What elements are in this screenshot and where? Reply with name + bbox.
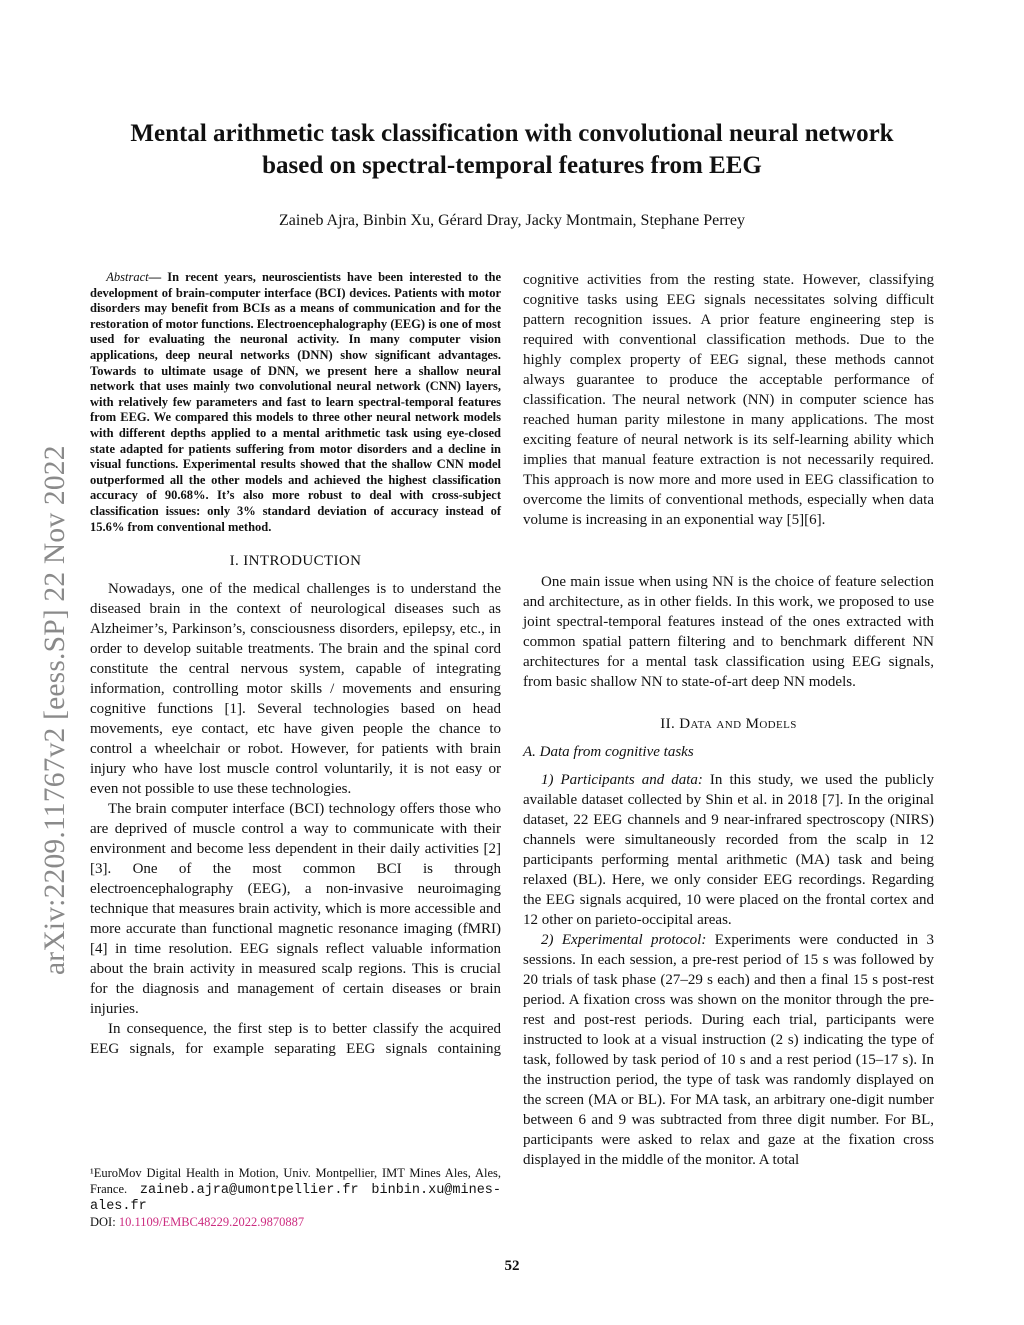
footnote-affiliation: ¹EuroMov Digital Health in Motion, Univ. Montpellier, IMT Mines Ales, Ales, France. (90, 1166, 501, 1196)
right-column (523, 270, 934, 1170)
participants-lead: 1) Participants and data: (541, 772, 703, 788)
doi-link[interactable]: 10.1109/EMBC48229.2022.9870887 (118, 1214, 305, 1229)
abstract-text: — In recent years, neuroscientists have been interested to the development of brain-computer interface (BCI) devices. Patients with motor disorders may benefit from BCIs as a means of communication and for the restoration of motor functions. Electroencephalography (EEG) is one of most used for evaluating the neuronal activity. In many computer vision applications, deep neural networks (DNN) show significant advantages. Towards to ultimate usage of DNN, we present here a shallow neural network that uses mainly two convolutional neural network (CNN) layers, with relatively few parameters and fast to learn spectral-temporal features from EEG. We compared this models to three other neural network models with different depths applied to a mental arithmetic task using eye-closed state adapted for patients suffering from motor disorders and a decline in visual functions. Experimental results showed that the shallow CNN model outperformed all the other models and achieved the highest classification accuracy of 90.68%. It’s also more robust to deal with cross-subject classification issues: only 3% standard deviation of accuracy instead of 15.6% from conventional method. (90, 270, 501, 534)
author-list: Zaineb Ajra, Binbin Xu, Gérard Dray, Jacky Montmain, Stephane Perrey (279, 212, 745, 229)
intro-paragraph-3: In consequence, the first step is to better classify the acquired EEG signals, for example separating EEG signals containing (90, 1021, 501, 1058)
intro-paragraph-3-continued (523, 270, 934, 572)
abstract-lead: Abstract (106, 270, 149, 284)
page-number: 52 (504, 1258, 520, 1274)
subsection-heading-data: A. Data from cognitive tasks (523, 744, 694, 760)
arxiv-stamp: arXiv:2209.11767v2 [eess.SP] 22 Nov 2022 (39, 445, 71, 975)
doi-label: DOI: (90, 1214, 116, 1229)
title-line-2: based on spectral-temporal features from EEG (262, 152, 762, 179)
footnote-email-1[interactable]: zaineb.ajra@umontpellier.fr (139, 1182, 359, 1198)
protocol-paragraph (523, 930, 934, 1170)
intro-paragraph-2: The brain computer interface (BCI) technology offers those who are deprived of muscle control a way to communicate with their environment and become less dependent in their daily activities [2][3]. One of the most common BCI is through electroencephalography (EEG), a non-invasive neuroimaging technique that measures brain activity, which is more accessible and more accurate than functional magnetic resonance imaging (fMRI) [4] in time resolution. EEG signals reflect valuable information about the brain activity in measured scalp regions. This is crucial for the diagnosis and management of certain diseases or brain injuries. (90, 801, 501, 1018)
participants-text: In this study, we used the publicly available dataset collected by Shin et al. in 2018 [7]. In the original dataset, 22 EEG channels and 9 near-infrared spectroscopy (NIRS) channels were simultaneously recorded from the scalp in 12 participants performing mental arithmetic (MA) task and being relaxed (BL). Here, we only consider EEG recordings. Regarding the EEG signals acquired, 10 were placed on the frontal cortex and 12 other on parieto-occipital areas. (523, 772, 935, 928)
footnote-email-2[interactable]: binbin.xu@mines-ales.fr (90, 1182, 502, 1214)
intro-paragraph-3-text-continued: cognitive activities from the resting state. However, classifying cognitive tasks using EEG signals necessitates solving difficult pattern recognition issues. A prior feature engineering step is required with conventional classification methods. Due to the highly complex property of EEG signal, these methods cannot always guarantee to produce the acceptable performance of classification. The neural network (NN) in computer science has reached human parity milestone in many applications. The most exciting feature of neural network is its self-learning ability which implies that manual feature extraction is not necessarily required. This approach is now more and more used in EEG classification to overcome the limits of conventional methods, especially when data volume is increasing in an exponential way [5][6]. (523, 272, 934, 528)
title-line-1: Mental arithmetic task classification with convolutional neural network (130, 120, 894, 147)
intro-paragraph-1: Nowadays, one of the medical challenges is to understand the diseased brain in the context of neurological diseases such as Alzheimer’s, Parkinson’s, consciousness disorders, epilepsy, etc., in order to develop suitable treatments. The brain and the spinal cord constitute the central nervous system, capable of integrating information, controlling motor skills / movements and ensuring cognitive functions [1]. Several technologies based on head movements, eye contact, etc have given people the chance to control a wheelchair or robot. However, for patients with brain injury who have lost muscle control voluntarily, it is not easy or even not possible to use these technologies. (90, 581, 501, 798)
left-column (90, 270, 501, 1059)
section-heading-introduction: I. INTRODUCTION (229, 553, 362, 570)
intro-paragraph-4: One main issue when using NN is the choice of feature selection and architecture, as in other fields. In this work, we proposed to use joint spectral-temporal features instead of the ones extracted with common spatial pattern filtering and to benchmark different NN architectures for a mental task classification using EEG signals, from basic shallow NN to state-of-art deep NN models. (523, 574, 934, 690)
protocol-lead: 2) Experimental protocol: (541, 932, 707, 948)
participants-paragraph (523, 770, 934, 930)
protocol-text: Experiments were conducted in 3 sessions. In each session, a pre-rest period of 15 s was followed by 20 trials of task phase (27–29 s each) and then a final 15 s post-rest period. A fixation cross was shown on the monitor through the pre-rest and post-rest periods. During each trial, participants were instructed to look at a visual instruction (2 s) indicating the type of task, followed by task period of 10 s and a rest period (15–17 s). In the instruction period, the type of task was randomly displayed on the screen (MA or BL). For MA task, an arbitrary one-digit number between 6 and 9 was subtracted from three digit number. For BL, participants were asked to relax and gaze at the fixation cross displayed in the middle of the monitor. A total (523, 932, 935, 1168)
section-heading-data-and-models: II. Data and Models (660, 716, 797, 732)
paper-title (60, 118, 964, 182)
abstract (90, 270, 501, 535)
footnote (90, 1166, 501, 1230)
